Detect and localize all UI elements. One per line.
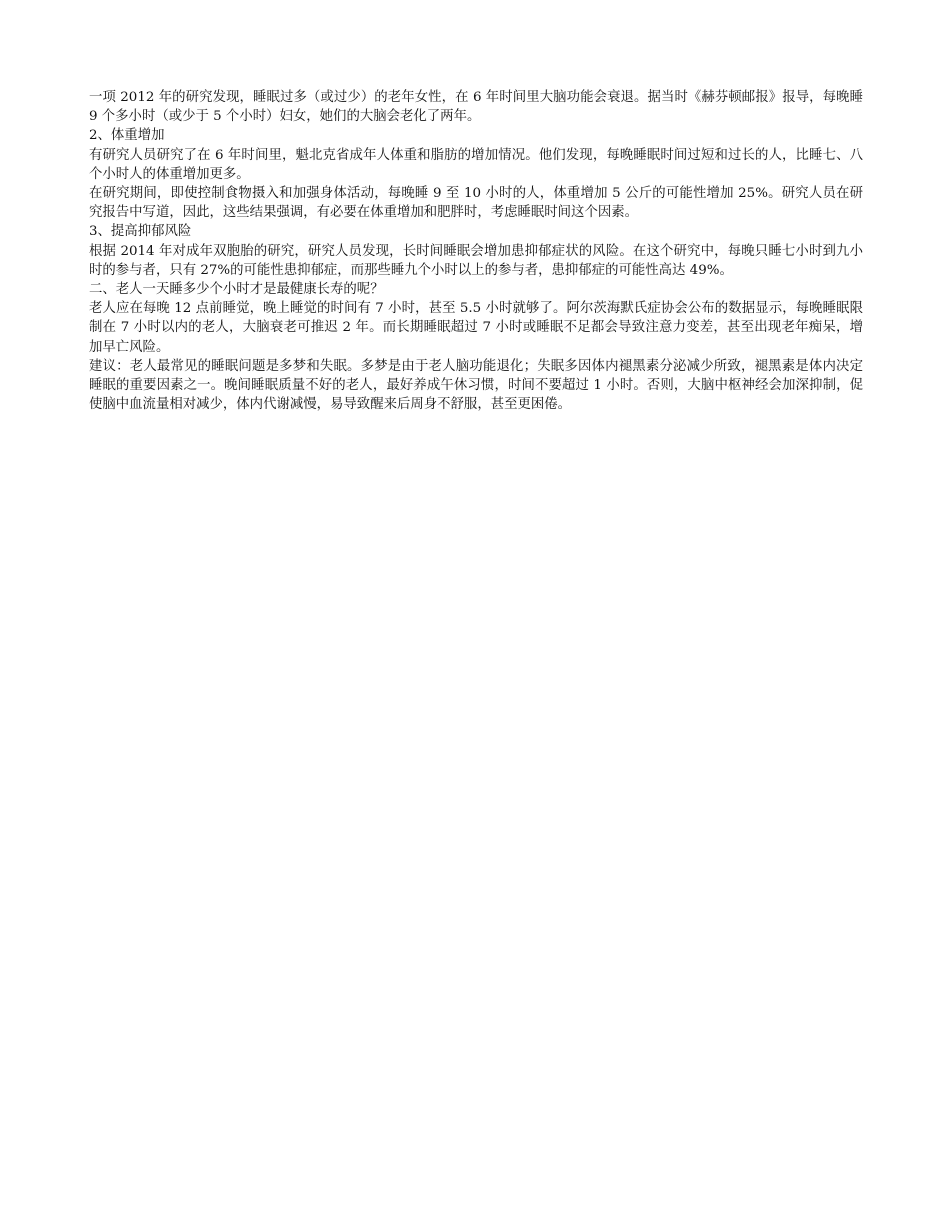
paragraph-brain-aging: 一项 2012 年的研究发现，睡眠过多（或过少）的老年女性，在 6 年时间里大脑功能会衰退。据当时《赫芬顿邮报》报导，每晚睡 9 个多小时（或少于 5 个小时）妇女，她们的大脑会老化了两年。 — [89, 90, 863, 125]
paragraph-advice: 建议：老人最常见的睡眠问题是多梦和失眠。多梦是由于老人脑功能退化；失眠多因体内褪黑素分泌减少所致，褪黑素是体内决定睡眠的重要因素之一。晚间睡眠质量不好的老人，最好养成午休习惯，时间不要超过 1 小时。否则，大脑中枢神经会加深抑制，促使脑中血流量相对减少，体内代谢减慢，易导致醒来后周身不舒服，甚至更困倦。 — [89, 358, 863, 413]
document-body — [89, 88, 863, 414]
paragraph-sleep-recommendation: 老人应在每晚 12 点前睡觉，晚上睡觉的时间有 7 小时，甚至 5.5 小时就够了。阿尔茨海默氏症协会公布的数据显示，每晚睡眠限制在 7 小时以内的老人，大脑衰老可推迟 2 年。而长期睡眠超过 7 小时或睡眠不足都会导致注意力变差，甚至出现老年痴呆，增加早亡风险。 — [89, 301, 863, 355]
paragraph-weight-results: 在研究期间，即使控制食物摄入和加强身体活动，每晚睡 9 至 10 小时的人，体重增加 5 公斤的可能性增加 25%。研究人员在研究报告中写道，因此，这些结果强调，有必要在体重增加和肥胖时，考虑睡眠时间这个因素。 — [89, 186, 863, 221]
heading-sleep-hours: 二、老人一天睡多少个小时才是最健康长寿的呢？ — [89, 282, 384, 298]
heading-weight-gain: 2、体重增加 — [89, 128, 165, 144]
paragraph-depression-study: 根据 2014 年对成年双胞胎的研究，研究人员发现，长时间睡眠会增加患抑郁症状的风险。在这个研究中，每晚只睡七小时到九小时的参与者，只有 27%的可能性患抑郁症，而那些睡九个小时以上的参与者，患抑郁症的可能性高达 49%。 — [89, 243, 863, 278]
heading-depression-risk: 3、提高抑郁风险 — [89, 224, 192, 240]
paragraph-weight-study: 有研究人员研究了在 6 年时间里，魁北克省成年人体重和脂肪的增加情况。他们发现，每晚睡眠时间过短和过长的人，比睡七、八个小时人的体重增加更多。 — [89, 147, 863, 182]
